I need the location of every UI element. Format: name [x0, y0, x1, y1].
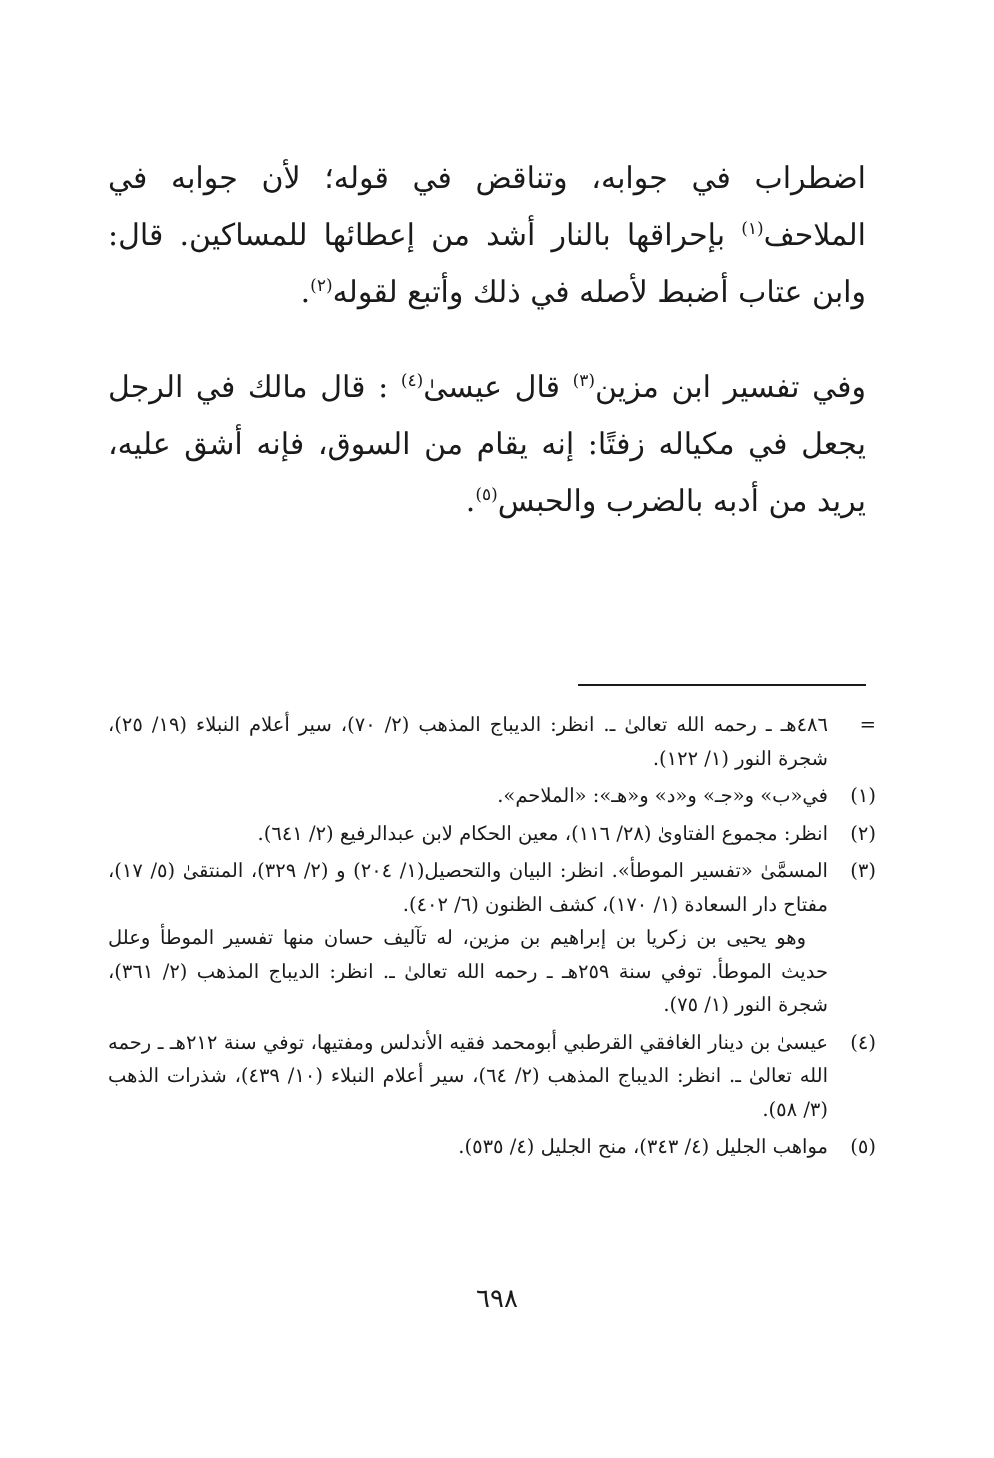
footnote-ref[interactable]: (٤): [400, 371, 424, 391]
footnote-continuation: [108, 708, 876, 775]
paragraph: [108, 150, 866, 321]
footnote-text: [108, 817, 828, 851]
footnote-line: المسمَّىٰ «تفسير الموطأ». انظر: البيان والتحصيل(١/ ٢٠٤) و (٢/ ٣٢٩)، المنتقىٰ (٥/ ١٧)، مفتاح دار السعادة (١/ ١٧٠)، كشف الظنون (٦/ ٤٠٢).: [108, 859, 828, 916]
footnote-separator: [578, 684, 866, 686]
footnote-text: [108, 1026, 828, 1127]
main-text: [108, 150, 866, 530]
footnote-text: [108, 779, 828, 813]
footnote-line: في«ب» و«جـ» و«د» و«هـ»: «الملاحم».: [497, 784, 828, 807]
footnote-ref[interactable]: (٥): [475, 485, 498, 505]
footnote-marker: (٥): [850, 1135, 876, 1158]
text-run: : قال مالك في الرجل يجعل في مكياله زفتًا: إنه يقام من السوق، فإنه أشق عليه، يريد من أدبه بالضرب والحبس: [108, 370, 866, 519]
footnote-line: عيسىٰ بن دينار الغافقي القرطبي أبومحمد فقيه الأندلس ومفتيها، توفي سنة ٢١٢هـ ـ رحمه الله تعالىٰ ـ. انظر: الديباج المذهب (٢/ ٦٤)، سير أعلام النبلاء (١٠/ ٤٣٩)، شذرات الذهب (٣/ ٥٨).: [108, 1030, 828, 1121]
footnote-text: [108, 1130, 828, 1164]
footnote-text: [108, 854, 828, 1022]
footnote-marker: (٣): [850, 859, 876, 882]
footnote-4: [108, 1026, 876, 1127]
footnote-3: [108, 854, 876, 1022]
text-run: .: [465, 484, 476, 519]
footnote-2: [108, 817, 876, 851]
text-run: قال عيسىٰ: [423, 370, 573, 405]
text-run: وفي تفسير ابن مزين: [595, 370, 866, 405]
footnote-ref[interactable]: (١): [741, 219, 764, 239]
footnote-line: مواهب الجليل (٤/ ٣٤٣)، منح الجليل (٤/ ٥٣٥).: [458, 1135, 828, 1158]
text-run: بإحراقها بالنار أشد من إعطائها للمساكين. قال: وابن عتاب أضبط لأصله في ذلك وأتبع لقوله: [108, 218, 866, 310]
paragraph: [108, 359, 866, 530]
footnote-line: وهو يحيى بن زكريا بن إبراهيم بن مزين، له تآليف حسان منها تفسير الموطأ وعلل حديث الموطأ. توفي سنة ٢٥٩هـ ـ رحمه الله تعالىٰ ـ. انظر: الديباج المذهب (٢/ ٣٦١)، شجرة النور (١/ ٧٥).: [108, 926, 828, 1016]
footnote-marker: =: [859, 713, 876, 736]
footnote-line: انظر: مجموع الفتاوىٰ (٢٨/ ١١٦)، معين الحكام لابن عبدالرفيع (٢/ ٦٤١).: [257, 821, 828, 845]
footnote-1: [108, 779, 876, 813]
footnote-marker: (٢): [850, 821, 876, 845]
page-number: ٦٩٨: [476, 1284, 518, 1314]
footnote-marker: (٤): [850, 1030, 876, 1054]
footnote-line: ٤٨٦هـ ـ رحمه الله تعالىٰ ـ. انظر: الديباج المذهب (٢/ ٧٠)، سير أعلام النبلاء (١٩/ ٢٥)، شجرة النور (١/ ١٢٢).: [108, 713, 828, 770]
footnote-ref[interactable]: (٣): [572, 371, 596, 391]
footnote-text: [108, 708, 828, 775]
footnote-5: [108, 1130, 876, 1164]
footnote-ref[interactable]: (٢): [310, 276, 333, 296]
text-run: اضطراب في جوابه، وتناقض في قوله؛ لأن جوابه في الملاحف: [108, 161, 866, 253]
text-run: .: [300, 275, 311, 310]
footnotes: [108, 708, 876, 1168]
footnote-marker: (١): [850, 784, 876, 807]
